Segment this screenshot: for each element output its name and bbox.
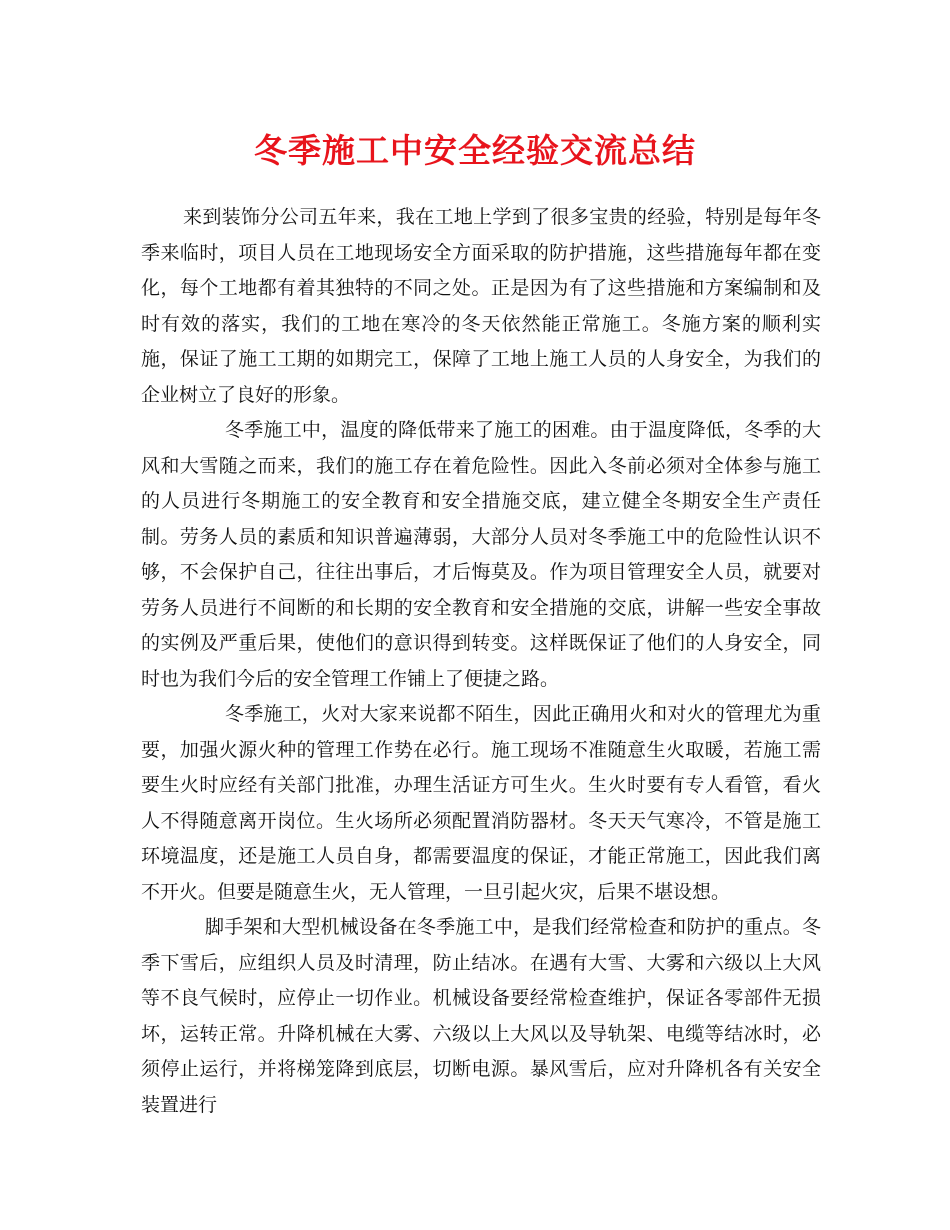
paragraph-3: 冬季施工，火对大家来说都不陌生，因此正确用火和对火的管理尤为重要，加强火源火种的管理工作势在必行。施工现场不准随意生火取暖，若施工需要生火时应经有关部门批准，办理生活证方可生火。生火时要有专人看管，看火人不得随意离开岗位。生火场所必须配置消防器材。冬天天气寒冷，不管是施工环境温度，还是施工人员自身，都需要温度的保证，才能正常施工，因此我们离不开火。但要是随意生火，无人管理，一旦引起火灾，后果不堪设想。 [141,703,821,903]
paragraph-1: 来到装饰分公司五年来，我在工地上学到了很多宝贵的经验，特别是每年冬季来临时，项目人员在工地现场安全方面采取的防护措施，这些措施每年都在变化，每个工地都有着其独特的不同之处。正是因为有了这些措施和方案编制和及时有效的落实，我们的工地在寒冷的冬天依然能正常施工。冬施方案的顺利实施，保证了施工工期的如期完工，保障了工地上施工人员的人身安全，为我们的企业树立了良好的形象。 [141,206,821,406]
document-title: 冬季施工中安全经验交流总结 [254,131,696,170]
paragraph-4: 脚手架和大型机械设备在冬季施工中，是我们经常检查和防护的重点。冬季下雪后，应组织人员及时清理，防止结冰。在遇有大雪、大雾和六级以上大风等不良气候时，应停止一切作业。机械设备要经常检查维护，保证各零部件无损坏，运转正常。升降机械在大雾、六级以上大风以及导轨架、电缆等结冰时，必须停止运行，并将梯笼降到底层，切断电源。暴风雪后，应对升降机各有关安全装置进行 [141,916,821,1116]
paragraph-2: 冬季施工中，温度的降低带来了施工的困难。由于温度降低，冬季的大风和大雪随之而来，我们的施工存在着危险性。因此入冬前必须对全体参与施工的人员进行冬期施工的安全教育和安全措施交底，建立健全冬期安全生产责任制。劳务人员的素质和知识普遍薄弱，大部分人员对冬季施工中的危险性认识不够，不会保护自己，往往出事后，才后悔莫及。作为项目管理安全人员，就要对劳务人员进行不间断的和长期的安全教育和安全措施的交底，讲解一些安全事故的实例及严重后果，使他们的意识得到转变。这样既保证了他们的人身安全，同时也为我们今后的安全管理工作铺上了便捷之路。 [141,419,821,690]
document-body [141,200,821,1123]
